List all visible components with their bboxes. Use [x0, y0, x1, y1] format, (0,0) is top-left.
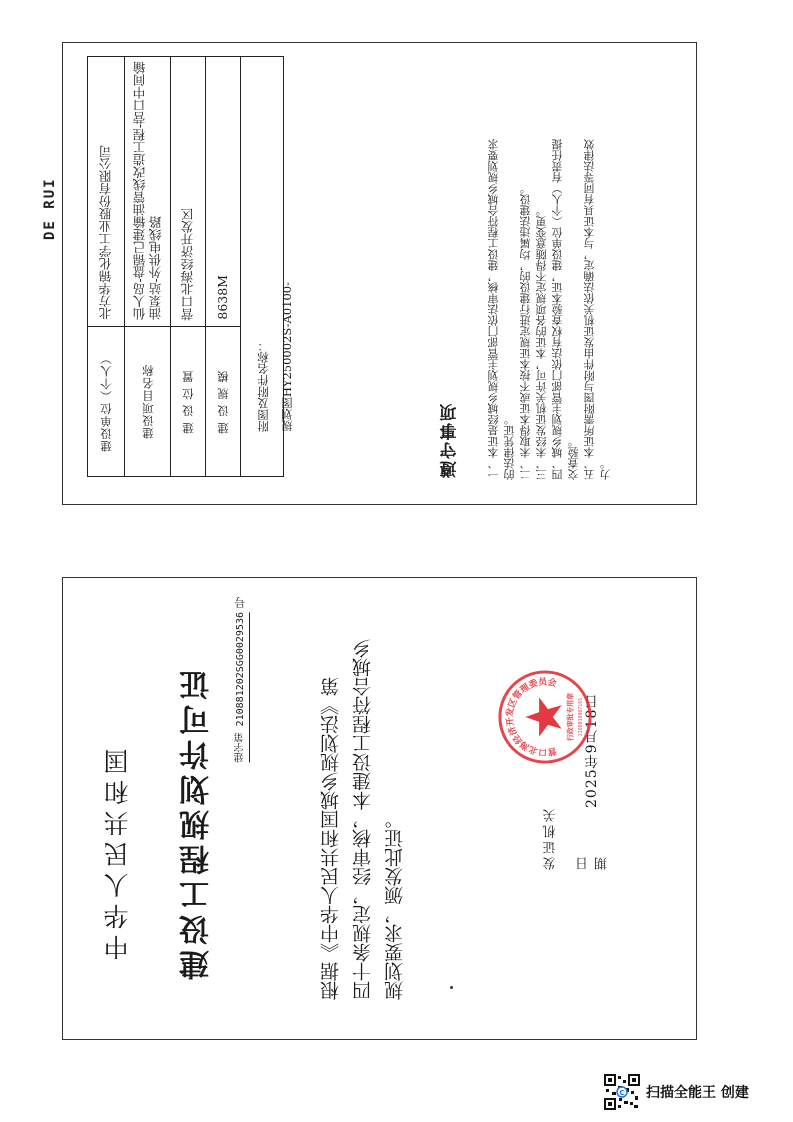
certificate-body	[318, 600, 408, 1000]
location-label: 建 设 位 置	[181, 369, 195, 434]
notice-item: 的法律凭证。	[503, 414, 516, 480]
notice-item: 五、本证所需附图与附件由发证机关依法确定，与本证具有同等法律效	[583, 139, 596, 480]
notice-item: 三、未经发证机关许可，本证的各项规定不得随意变更。	[535, 205, 548, 480]
watermark-text: 扫描全能王 创建	[646, 1085, 749, 1101]
certificate-title: 建设工程规划许可证	[180, 665, 215, 980]
country-name: 中华人民共和国	[103, 743, 132, 960]
seal-subtext: 行政审批专用章	[566, 692, 575, 742]
table-row-location	[171, 57, 206, 476]
scale-label: 建 设 规 模	[216, 369, 230, 434]
project-name-label: 建设项目名称	[140, 364, 155, 439]
scan-mark: DE RUI	[42, 177, 58, 240]
notice-item: 交查验。	[567, 436, 580, 480]
scanner-watermark	[604, 1072, 786, 1112]
certificate-number	[228, 596, 254, 762]
svg-text:C: C	[619, 1089, 625, 1097]
seal-code: 2108810007165	[578, 697, 585, 737]
notice-item: 四、城乡规划主管部门依法有权查验本证，建设单位（个人）有责任提	[551, 139, 564, 480]
notice-item: 二、未取得本证或不按本证规定进行建设的，均属违法建设。	[519, 183, 532, 480]
body-line: 规划要求，颁发此证。	[384, 810, 406, 1000]
table-row-builder	[88, 57, 125, 476]
official-seal-icon	[496, 668, 594, 766]
location-value: 营口北海经济开发区	[180, 207, 195, 320]
attachments-label: 附图及附件名称：	[256, 340, 270, 432]
scale-value: 8638M	[215, 275, 230, 320]
project-name-value: 仙人岛-盘锦己建输油管线改造工程-营口中间输油泵站-外供电线路	[131, 61, 163, 320]
notice-item: 一、本证是经城乡规划主管部门依法审核，建设工程符合城乡规划要求	[487, 139, 500, 480]
builder-label: 建设单位（个人）	[99, 351, 113, 452]
notice-title: 遵守事项	[440, 402, 461, 478]
table-row-scale	[206, 57, 241, 476]
table-row-attachments	[241, 57, 294, 476]
notice-item: 力。	[599, 458, 612, 480]
builder-value: 北方华锦化学工业股份有限公司	[98, 145, 113, 320]
certificate-number-suffix: 号	[234, 596, 247, 608]
issue-date: 2025年9月18日	[584, 693, 600, 808]
body-line: 四十条规定，经审核，本建设工程符合城乡	[352, 639, 374, 1000]
qr-code-icon	[604, 1074, 640, 1110]
attachments-value: 规划图HY250002S-A0100-	[280, 282, 294, 432]
table-row-project-name	[125, 57, 171, 476]
issuer-label: 发证机关	[543, 806, 559, 870]
seal-text: 营口北海经济开发区管理委员会	[505, 677, 558, 757]
project-info-table	[87, 56, 294, 477]
dot-mark	[450, 986, 453, 989]
certificate-number-value: 建字第 210881202SGG0029536	[233, 612, 250, 762]
body-line: 根据《中华人民共和国城乡规划法》第	[320, 677, 342, 1000]
notice-list	[486, 60, 612, 480]
date-label: 日 期	[576, 839, 610, 870]
